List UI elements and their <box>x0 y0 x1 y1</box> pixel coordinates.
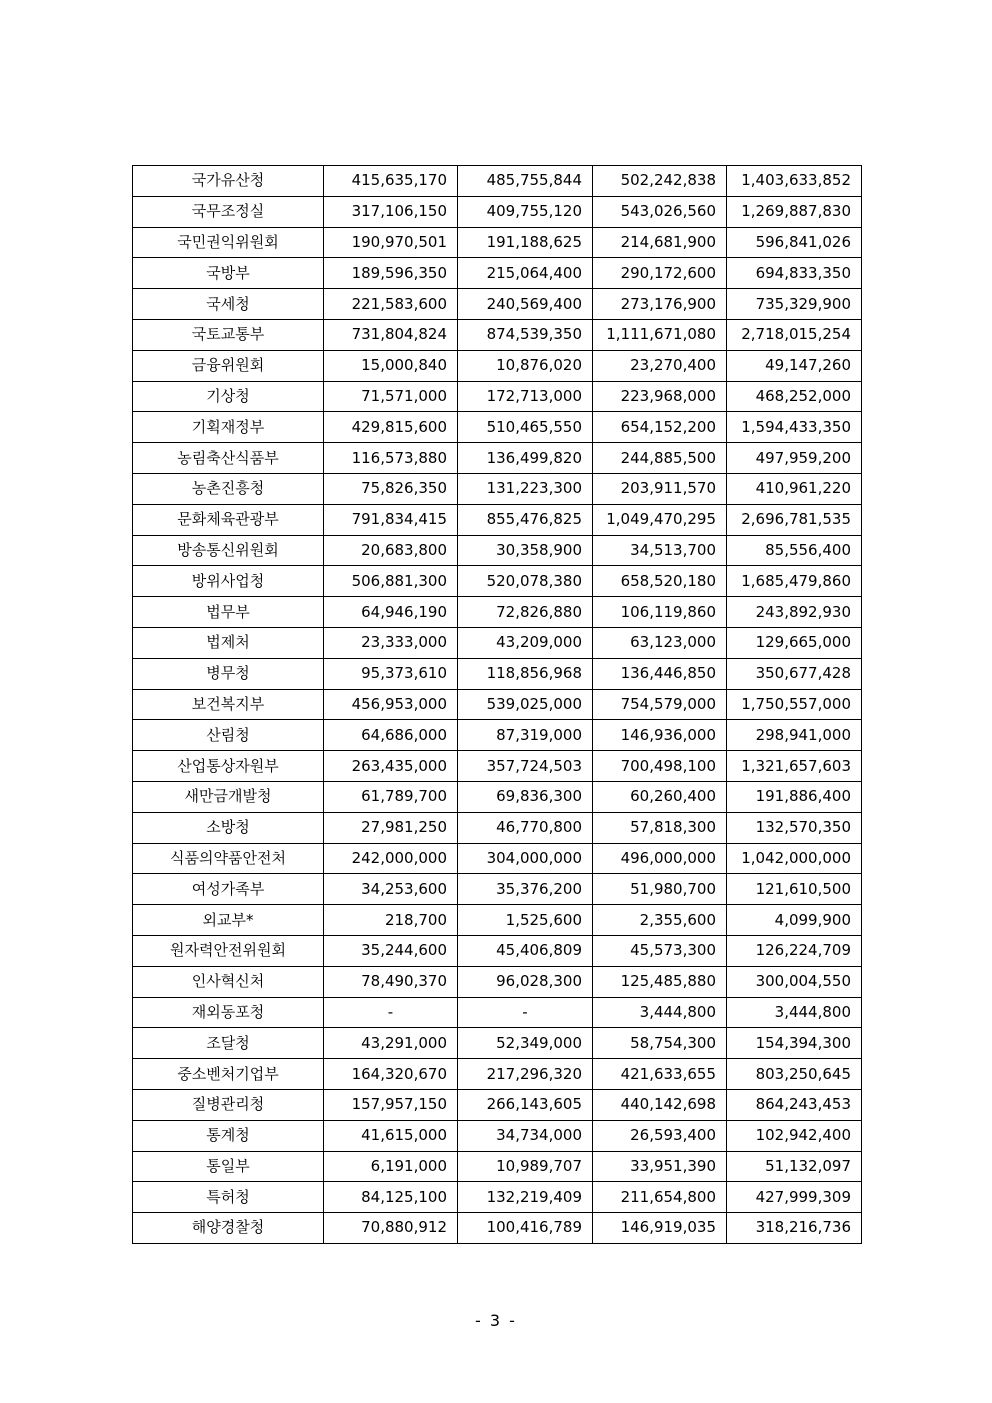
table-body <box>133 166 862 1244</box>
amount-cell-col4: 300,004,550 <box>727 966 862 997</box>
amount-cell-col3: 1,049,470,295 <box>593 504 727 535</box>
table-row <box>133 196 862 227</box>
amount-cell-col4: 4,099,900 <box>727 905 862 936</box>
amount-cell-col2: 10,989,707 <box>458 1151 593 1182</box>
amount-cell-col3: 125,485,880 <box>593 966 727 997</box>
amount-cell-col3: 421,633,655 <box>593 1059 727 1090</box>
amount-cell-col3: 57,818,300 <box>593 812 727 843</box>
table-row <box>133 381 862 412</box>
agency-name-cell: 국가유산청 <box>133 166 324 197</box>
agency-name-cell: 기상청 <box>133 381 324 412</box>
agency-name-cell: 보건복지부 <box>133 689 324 720</box>
amount-cell-col4: 102,942,400 <box>727 1120 862 1151</box>
amount-cell-col4: 1,403,633,852 <box>727 166 862 197</box>
agency-name-cell: 농림축산식품부 <box>133 443 324 474</box>
amount-cell-col3: 543,026,560 <box>593 196 727 227</box>
amount-cell-col4: 497,959,200 <box>727 443 862 474</box>
amount-cell-col2: 45,406,809 <box>458 935 593 966</box>
table-row <box>133 751 862 782</box>
amount-cell-col4: 85,556,400 <box>727 535 862 566</box>
table-row <box>133 504 862 535</box>
table-row <box>133 1120 862 1151</box>
agency-name-cell: 여성가족부 <box>133 874 324 905</box>
amount-cell-col1: 317,106,150 <box>324 196 458 227</box>
budget-table <box>132 165 862 1244</box>
amount-cell-col1: 189,596,350 <box>324 258 458 289</box>
agency-name-cell: 농촌진흥청 <box>133 473 324 504</box>
agency-name-cell: 식품의약품안전처 <box>133 843 324 874</box>
agency-name-cell: 기획재정부 <box>133 412 324 443</box>
amount-cell-col2: 172,713,000 <box>458 381 593 412</box>
amount-cell-col3: 51,980,700 <box>593 874 727 905</box>
table-row <box>133 258 862 289</box>
agency-name-cell: 병무청 <box>133 658 324 689</box>
agency-name-cell: 산림청 <box>133 720 324 751</box>
amount-cell-col1: 35,244,600 <box>324 935 458 966</box>
amount-cell-col4: 49,147,260 <box>727 350 862 381</box>
table-row <box>133 473 862 504</box>
table-row <box>133 935 862 966</box>
amount-cell-col4: 51,132,097 <box>727 1151 862 1182</box>
agency-name-cell: 국세청 <box>133 289 324 320</box>
agency-name-cell: 문화체육관광부 <box>133 504 324 535</box>
amount-cell-col1: 506,881,300 <box>324 566 458 597</box>
amount-cell-col3: 440,142,698 <box>593 1089 727 1120</box>
agency-name-cell: 법제처 <box>133 627 324 658</box>
amount-cell-col1: 70,880,912 <box>324 1213 458 1244</box>
amount-cell-col1: 415,635,170 <box>324 166 458 197</box>
table-row <box>133 1213 862 1244</box>
amount-cell-col3: 244,885,500 <box>593 443 727 474</box>
amount-cell-col3: 700,498,100 <box>593 751 727 782</box>
amount-cell-col2: 191,188,625 <box>458 227 593 258</box>
table-row <box>133 350 862 381</box>
amount-cell-col4: 298,941,000 <box>727 720 862 751</box>
amount-cell-col3: 290,172,600 <box>593 258 727 289</box>
amount-cell-col1: 41,615,000 <box>324 1120 458 1151</box>
table-row <box>133 412 862 443</box>
amount-cell-col3: 1,111,671,080 <box>593 319 727 350</box>
amount-cell-col1: 27,981,250 <box>324 812 458 843</box>
agency-name-cell: 금융위원회 <box>133 350 324 381</box>
amount-cell-col2: 132,219,409 <box>458 1182 593 1213</box>
table-row <box>133 227 862 258</box>
table-row <box>133 535 862 566</box>
page-number: - 3 - <box>475 1311 517 1330</box>
amount-cell-col3: 211,654,800 <box>593 1182 727 1213</box>
amount-cell-col2: 35,376,200 <box>458 874 593 905</box>
agency-name-cell: 특허청 <box>133 1182 324 1213</box>
table-row <box>133 1028 862 1059</box>
amount-cell-col4: 350,677,428 <box>727 658 862 689</box>
amount-cell-col3: 63,123,000 <box>593 627 727 658</box>
table-row <box>133 1089 862 1120</box>
amount-cell-col4: 154,394,300 <box>727 1028 862 1059</box>
amount-cell-col2: 510,465,550 <box>458 412 593 443</box>
amount-cell-col2: 96,028,300 <box>458 966 593 997</box>
amount-cell-col4: 191,886,400 <box>727 781 862 812</box>
amount-cell-col2: 46,770,800 <box>458 812 593 843</box>
amount-cell-col2: 217,296,320 <box>458 1059 593 1090</box>
table-row <box>133 689 862 720</box>
amount-cell-col4: 803,250,645 <box>727 1059 862 1090</box>
amount-cell-col4: 468,252,000 <box>727 381 862 412</box>
amount-cell-col2: - <box>458 997 593 1028</box>
amount-cell-col2: 30,358,900 <box>458 535 593 566</box>
table-row <box>133 874 862 905</box>
amount-cell-col2: 855,476,825 <box>458 504 593 535</box>
table-row <box>133 627 862 658</box>
amount-cell-col1: 64,686,000 <box>324 720 458 751</box>
agency-name-cell: 산업통상자원부 <box>133 751 324 782</box>
amount-cell-col3: 23,270,400 <box>593 350 727 381</box>
table-row <box>133 997 862 1028</box>
amount-cell-col2: 539,025,000 <box>458 689 593 720</box>
amount-cell-col2: 304,000,000 <box>458 843 593 874</box>
amount-cell-col2: 34,734,000 <box>458 1120 593 1151</box>
amount-cell-col3: 496,000,000 <box>593 843 727 874</box>
agency-name-cell: 중소벤처기업부 <box>133 1059 324 1090</box>
amount-cell-col4: 318,216,736 <box>727 1213 862 1244</box>
budget-table-container <box>132 165 861 1244</box>
amount-cell-col4: 1,685,479,860 <box>727 566 862 597</box>
amount-cell-col4: 864,243,453 <box>727 1089 862 1120</box>
amount-cell-col3: 203,911,570 <box>593 473 727 504</box>
amount-cell-col4: 2,696,781,535 <box>727 504 862 535</box>
agency-name-cell: 질병관리청 <box>133 1089 324 1120</box>
amount-cell-col3: 33,951,390 <box>593 1151 727 1182</box>
amount-cell-col1: 23,333,000 <box>324 627 458 658</box>
amount-cell-col2: 72,826,880 <box>458 597 593 628</box>
amount-cell-col1: 64,946,190 <box>324 597 458 628</box>
amount-cell-col1: 15,000,840 <box>324 350 458 381</box>
amount-cell-col4: 126,224,709 <box>727 935 862 966</box>
amount-cell-col1: 190,970,501 <box>324 227 458 258</box>
amount-cell-col3: 502,242,838 <box>593 166 727 197</box>
agency-name-cell: 국민권익위원회 <box>133 227 324 258</box>
amount-cell-col3: 58,754,300 <box>593 1028 727 1059</box>
amount-cell-col2: 485,755,844 <box>458 166 593 197</box>
amount-cell-col2: 357,724,503 <box>458 751 593 782</box>
amount-cell-col3: 654,152,200 <box>593 412 727 443</box>
table-row <box>133 905 862 936</box>
agency-name-cell: 국무조정실 <box>133 196 324 227</box>
amount-cell-col3: 60,260,400 <box>593 781 727 812</box>
table-row <box>133 781 862 812</box>
agency-name-cell: 원자력안전위원회 <box>133 935 324 966</box>
table-row <box>133 166 862 197</box>
amount-cell-col4: 1,321,657,603 <box>727 751 862 782</box>
agency-name-cell: 국방부 <box>133 258 324 289</box>
agency-name-cell: 소방청 <box>133 812 324 843</box>
amount-cell-col2: 266,143,605 <box>458 1089 593 1120</box>
agency-name-cell: 방위사업청 <box>133 566 324 597</box>
table-row <box>133 658 862 689</box>
amount-cell-col1: 20,683,800 <box>324 535 458 566</box>
amount-cell-col1: 43,291,000 <box>324 1028 458 1059</box>
amount-cell-col2: 69,836,300 <box>458 781 593 812</box>
amount-cell-col1: 84,125,100 <box>324 1182 458 1213</box>
agency-name-cell: 재외동포청 <box>133 997 324 1028</box>
amount-cell-col3: 754,579,000 <box>593 689 727 720</box>
amount-cell-col1: 34,253,600 <box>324 874 458 905</box>
table-row <box>133 319 862 350</box>
amount-cell-col4: 1,594,433,350 <box>727 412 862 443</box>
amount-cell-col4: 132,570,350 <box>727 812 862 843</box>
amount-cell-col2: 43,209,000 <box>458 627 593 658</box>
amount-cell-col3: 45,573,300 <box>593 935 727 966</box>
amount-cell-col4: 129,665,000 <box>727 627 862 658</box>
amount-cell-col2: 100,416,789 <box>458 1213 593 1244</box>
table-row <box>133 966 862 997</box>
agency-name-cell: 해양경찰청 <box>133 1213 324 1244</box>
table-row <box>133 812 862 843</box>
agency-name-cell: 통계청 <box>133 1120 324 1151</box>
amount-cell-col1: 242,000,000 <box>324 843 458 874</box>
amount-cell-col3: 214,681,900 <box>593 227 727 258</box>
amount-cell-col3: 34,513,700 <box>593 535 727 566</box>
amount-cell-col3: 223,968,000 <box>593 381 727 412</box>
amount-cell-col4: 3,444,800 <box>727 997 862 1028</box>
agency-name-cell: 방송통신위원회 <box>133 535 324 566</box>
amount-cell-col1: 164,320,670 <box>324 1059 458 1090</box>
amount-cell-col2: 136,499,820 <box>458 443 593 474</box>
amount-cell-col1: 71,571,000 <box>324 381 458 412</box>
amount-cell-col4: 243,892,930 <box>727 597 862 628</box>
amount-cell-col4: 1,269,887,830 <box>727 196 862 227</box>
agency-name-cell: 인사혁신처 <box>133 966 324 997</box>
amount-cell-col2: 131,223,300 <box>458 473 593 504</box>
amount-cell-col1: - <box>324 997 458 1028</box>
agency-name-cell: 통일부 <box>133 1151 324 1182</box>
amount-cell-col2: 240,569,400 <box>458 289 593 320</box>
amount-cell-col2: 118,856,968 <box>458 658 593 689</box>
agency-name-cell: 국토교통부 <box>133 319 324 350</box>
amount-cell-col4: 410,961,220 <box>727 473 862 504</box>
table-row <box>133 1182 862 1213</box>
agency-name-cell: 새만금개발청 <box>133 781 324 812</box>
amount-cell-col1: 61,789,700 <box>324 781 458 812</box>
amount-cell-col3: 26,593,400 <box>593 1120 727 1151</box>
table-row <box>133 1151 862 1182</box>
amount-cell-col4: 694,833,350 <box>727 258 862 289</box>
amount-cell-col2: 52,349,000 <box>458 1028 593 1059</box>
amount-cell-col1: 791,834,415 <box>324 504 458 535</box>
amount-cell-col2: 10,876,020 <box>458 350 593 381</box>
amount-cell-col4: 121,610,500 <box>727 874 862 905</box>
amount-cell-col2: 409,755,120 <box>458 196 593 227</box>
amount-cell-col1: 429,815,600 <box>324 412 458 443</box>
amount-cell-col1: 116,573,880 <box>324 443 458 474</box>
table-row <box>133 1059 862 1090</box>
table-row <box>133 597 862 628</box>
amount-cell-col2: 1,525,600 <box>458 905 593 936</box>
amount-cell-col3: 106,119,860 <box>593 597 727 628</box>
amount-cell-col4: 427,999,309 <box>727 1182 862 1213</box>
amount-cell-col2: 215,064,400 <box>458 258 593 289</box>
amount-cell-col4: 2,718,015,254 <box>727 319 862 350</box>
amount-cell-col4: 1,042,000,000 <box>727 843 862 874</box>
table-row <box>133 289 862 320</box>
amount-cell-col3: 136,446,850 <box>593 658 727 689</box>
amount-cell-col4: 735,329,900 <box>727 289 862 320</box>
agency-name-cell: 외교부* <box>133 905 324 936</box>
amount-cell-col1: 456,953,000 <box>324 689 458 720</box>
table-row <box>133 843 862 874</box>
amount-cell-col1: 6,191,000 <box>324 1151 458 1182</box>
amount-cell-col1: 95,373,610 <box>324 658 458 689</box>
amount-cell-col1: 218,700 <box>324 905 458 936</box>
amount-cell-col4: 596,841,026 <box>727 227 862 258</box>
agency-name-cell: 법무부 <box>133 597 324 628</box>
amount-cell-col1: 731,804,824 <box>324 319 458 350</box>
amount-cell-col3: 146,919,035 <box>593 1213 727 1244</box>
table-row <box>133 443 862 474</box>
agency-name-cell: 조달청 <box>133 1028 324 1059</box>
amount-cell-col3: 3,444,800 <box>593 997 727 1028</box>
amount-cell-col1: 78,490,370 <box>324 966 458 997</box>
amount-cell-col2: 874,539,350 <box>458 319 593 350</box>
amount-cell-col3: 2,355,600 <box>593 905 727 936</box>
amount-cell-col4: 1,750,557,000 <box>727 689 862 720</box>
table-row <box>133 566 862 597</box>
amount-cell-col1: 263,435,000 <box>324 751 458 782</box>
amount-cell-col2: 87,319,000 <box>458 720 593 751</box>
amount-cell-col1: 221,583,600 <box>324 289 458 320</box>
amount-cell-col3: 273,176,900 <box>593 289 727 320</box>
amount-cell-col2: 520,078,380 <box>458 566 593 597</box>
table-row <box>133 720 862 751</box>
amount-cell-col1: 75,826,350 <box>324 473 458 504</box>
amount-cell-col1: 157,957,150 <box>324 1089 458 1120</box>
amount-cell-col3: 146,936,000 <box>593 720 727 751</box>
amount-cell-col3: 658,520,180 <box>593 566 727 597</box>
